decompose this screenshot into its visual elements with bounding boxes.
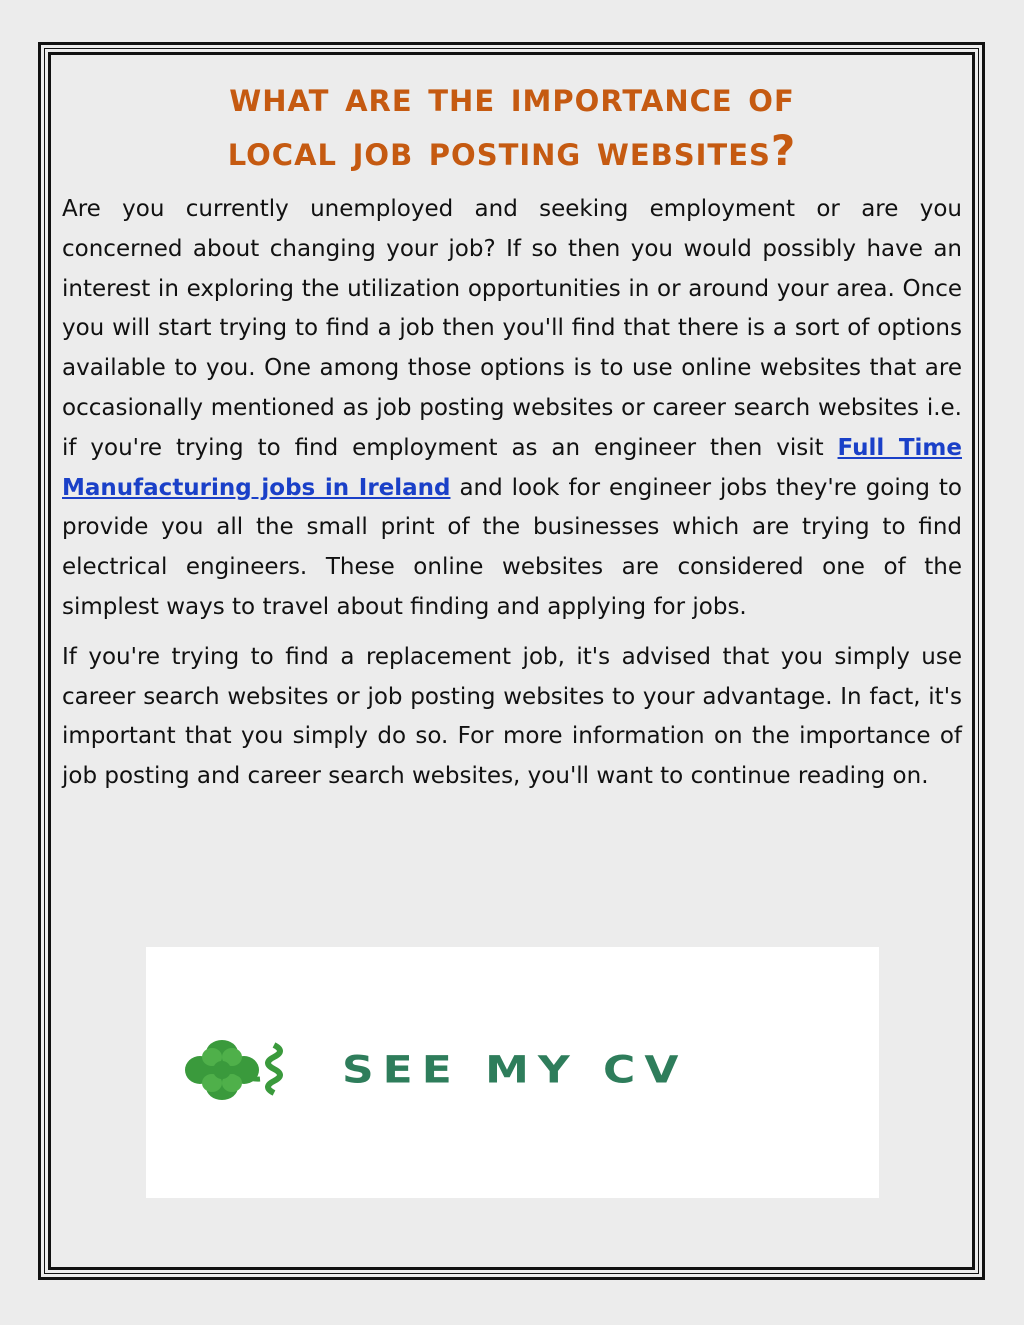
manufacturing-jobs-link[interactable]: Full Time Manufacturing jobs in Ireland (62, 434, 962, 501)
paragraph-1-text-before-link: Are you currently unemployed and seeking employment or are you concerned about changing your job? If so then you would possibly have an interest in exploring the utilization opportunities in or around your area. Once you will start trying to find a job then you'll find that there is a sort of options available to you. One among those options is to use online websites that are occasionally mentioned as job posting websites or career search websites i.e. if you're trying to find employment as an engineer then visit (62, 196, 962, 461)
title-line-2: local job posting websites? (227, 126, 797, 175)
title-line-1: what are the importance of (229, 72, 795, 121)
paragraph-1 (62, 190, 962, 628)
logo-text: SEE MY CV (342, 1047, 688, 1092)
paragraph-2: If you're trying to find a replacement job, it's advised that you simply use career search websites or job posting websites to your advantage. In fact, it's important that you simply do so. For more information on the importance of job posting and career search websites, you'll want to continue reading on. (62, 643, 962, 790)
shamrock-icon (185, 1040, 280, 1100)
paragraph-1-text-after-link: and look for engineer jobs they're going to provide you all the small print of the businesses which are trying to find electrical engineers. These online websites are considered one of the simplest ways to travel about finding and applying for jobs. (62, 474, 962, 620)
article-title (62, 70, 962, 178)
logo-graphic (174, 1035, 819, 1105)
see-my-cv-logo-image (146, 947, 879, 1198)
article-content (62, 70, 962, 797)
